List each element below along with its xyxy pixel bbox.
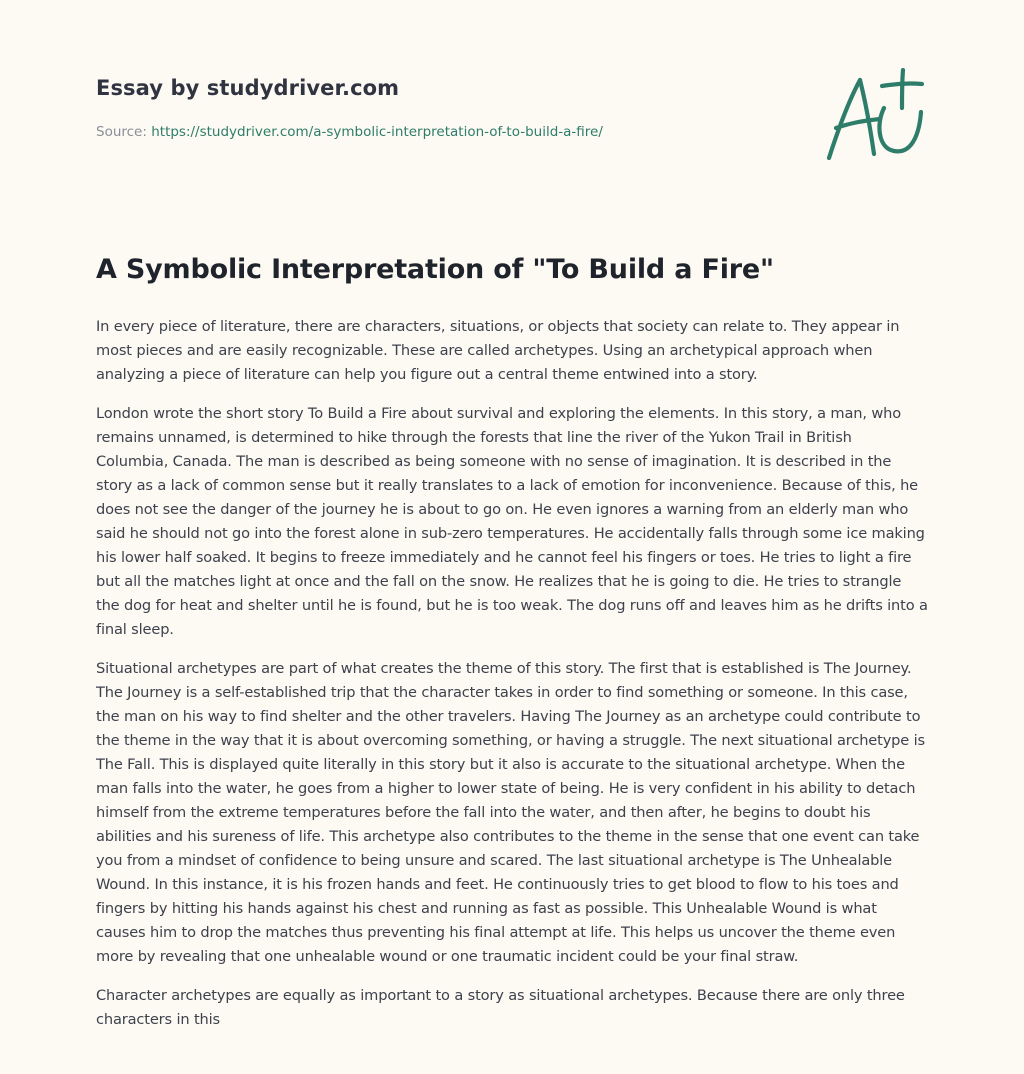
site-header-title: Essay by studydriver.com	[96, 76, 400, 100]
source-label: Source:	[96, 124, 152, 140]
essay-paragraph-1: In every piece of literature, there are characters, situations, or objects that society can relate to. They appear in most pieces and are easily recognizable. These are called archetypes. Using an archetypical approach when analyzing a piece of literature can help you figure out a central theme entwined into a story.	[96, 318, 900, 383]
essay-body	[96, 315, 928, 1047]
source-line	[96, 124, 603, 140]
essay-paragraph-2: London wrote the short story To Build a Fire about survival and exploring the elements. In this story, a man, who remains unnamed, is determined to hike through the forests that line the river of the Yukon Trail in British Columbia, Canada. The man is described as being someone with no sense of imagination. It is described in the story as a lack of common sense but it really translates to a lack of emotion for inconvenience. Because of this, he does not see the danger of the journey he is about to go on. He even ignores a warning from an elderly man who said he should not go into the forest alone in sub-zero temperatures. He accidentally falls through some ice making his lower half soaked. It begins to freeze immediately and he cannot feel his fingers or toes. He tries to light a fire but all the matches light at once and the fall on the snow. He realizes that he is going to die. He tries to strangle the dog for heat and shelter until he is found, but he is too weak. The dog runs off and leaves him as he drifts into a final sleep.	[96, 405, 928, 638]
essay-paragraph-4: Character archetypes are equally as important to a story as situational archetypes. Because there are only three characters in this	[96, 987, 905, 1028]
essay-paragraph-3: Situational archetypes are part of what creates the theme of this story. The first that is established is The Journey. The Journey is a self-established trip that the character takes in order to find something or someone. In this case, the man on his way to find shelter and the other travelers. Having The Journey as an archetype could contribute to the theme in the way that it is about overcoming something, or having a struggle. The next situational archetype is The Fall. This is displayed quite literally in this story but it also is accurate to the situational archetype. When the man falls into the water, he goes from a higher to lower state of being. He is very confident in his ability to detach himself from the extreme temperatures before the fall into the water, and then after, he begins to doubt his abilities and his sureness of life. This archetype also contributes to the theme in the sense that one event can take you from a mindset of confidence to being unsure and scared. The last situational archetype is The Unhealable Wound. In this instance, it is his frozen hands and feet. He continuously tries to get blood to flow to his toes and fingers by hitting his hands against his chest and running as fast as possible. This Unhealable Wound is what causes him to drop the matches thus preventing his final attempt at life. This helps us uncover the theme even more by revealing that one unhealable wound or one traumatic incident could be your final straw.	[96, 660, 925, 965]
essay-title: A Symbolic Interpretation of "To Build a Fire"	[96, 254, 774, 285]
a-plus-logo-icon	[822, 68, 928, 164]
source-link[interactable]: https://studydriver.com/a-symbolic-interpretation-of-to-build-a-fire/	[151, 124, 603, 140]
